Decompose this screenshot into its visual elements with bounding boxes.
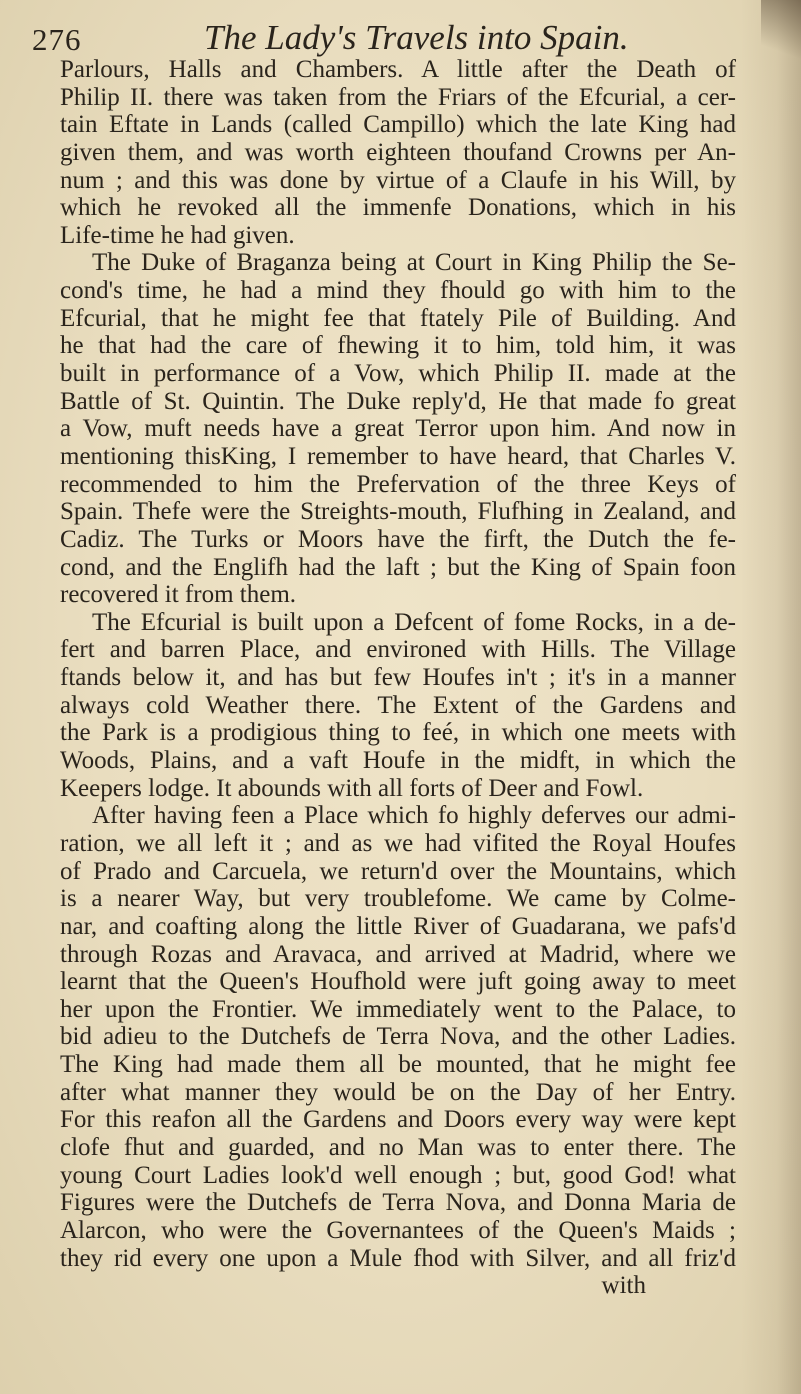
- text-line: Cadiz. The Turks or Moors have the firft, the Dutch the fe-: [60, 525, 736, 553]
- text-line: Philip II. there was taken from the Friars of the Efcurial, a cer-: [60, 83, 736, 111]
- text-line: bid adieu to the Dutchefs de Terra Nova, and the other Ladies.: [60, 1023, 736, 1051]
- text-line: Spain. Thefe were the Streights-mouth, Flufhing in Zealand, and: [60, 498, 736, 526]
- text-line: Life-time he had given.: [60, 221, 295, 249]
- text-line: The Efcurial is built upon a Defcent of fome Rocks, in a de-: [92, 608, 736, 636]
- text-line: Woods, Plains, and a vaft Houfe in the midft, in which the: [60, 747, 736, 775]
- page-edge-shadow: [741, 0, 801, 1394]
- text-line: is a nearer Way, but very troublefome. We came by Colme-: [60, 885, 736, 913]
- text-line: a Vow, muft needs have a great Terror upon him. And now in: [60, 415, 736, 443]
- text-line: of Prado and Carcuela, we return'd over the Mountains, which: [60, 857, 736, 885]
- text-line: fert and barren Place, and environed with Hills. The Village: [60, 636, 736, 664]
- text-line: mentioning thisKing, I remember to have heard, that Charles V.: [60, 442, 736, 470]
- text-line: ftands below it, and has but few Houfes in't ; it's in a manner: [60, 664, 736, 692]
- text-line: after what manner they would be on the Day of her Entry.: [60, 1078, 736, 1106]
- text-line: Efcurial, that he might fee that ftately Pile of Building. And: [60, 304, 736, 332]
- text-line: which he revoked all the immenfe Donations, which in his: [60, 194, 736, 222]
- text-line: Alarcon, who were the Governantees of the Queen's Maids ;: [60, 1216, 736, 1244]
- catchword: with: [601, 1272, 646, 1300]
- text-line: cond's time, he had a mind they fhould go with him to the: [60, 277, 736, 305]
- running-title: The Lady's Travels into Spain.: [204, 18, 629, 57]
- text-line: num ; and this was done by virtue of a Claufe in his Will, by: [60, 166, 736, 194]
- text-line: always cold Weather there. The Extent of the Gardens and: [60, 691, 736, 719]
- text-line: recovered it from them.: [60, 581, 297, 609]
- text-line: built in performance of a Vow, which Philip II. made at the: [60, 360, 736, 388]
- text-line: ration, we all left it ; and as we had vifited the Royal Houfes: [60, 829, 736, 857]
- text-line: For this reafon all the Gardens and Doors every way were kept: [60, 1106, 736, 1134]
- text-line: he that had the care of fhewing it to him, told him, it was: [60, 332, 736, 360]
- body-text: [60, 56, 736, 1300]
- text-line: Parlours, Halls and Chambers. A little after the Death of: [60, 56, 736, 83]
- text-line: they rid every one upon a Mule fhod with Silver, and all friz'd: [60, 1244, 736, 1272]
- text-line: given them, and was worth eighteen thoufand Crowns per An-: [60, 138, 736, 166]
- text-line: cond, and the Englifh had the laft ; but the King of Spain foon: [60, 553, 736, 581]
- text-line: Keepers lodge. It abounds with all forts of Deer and Fowl.: [60, 774, 644, 802]
- text-line: learnt that the Queen's Houfhold were juft going away to meet: [60, 968, 736, 996]
- text-line: the Park is a prodigious thing to feé, in which one meets with: [60, 719, 736, 747]
- text-line: through Rozas and Aravaca, and arrived at Madrid, where we: [60, 940, 736, 968]
- text-line: tain Eftate in Lands (called Campillo) which the late King had: [60, 111, 736, 139]
- text-line: After having feen a Place which fo highly deferves our admi-: [92, 802, 736, 830]
- text-line: recommended to him the Prefervation of the three Keys of: [60, 470, 736, 498]
- text-line: Battle of St. Quintin. The Duke reply'd, He that made fo great: [60, 387, 736, 415]
- text-line: The King had made them all be mounted, that he might fee: [60, 1051, 736, 1079]
- text-line: Figures were the Dutchefs de Terra Nova, and Donna Maria de: [60, 1189, 736, 1217]
- text-line: The Duke of Braganza being at Court in King Philip the Se-: [92, 249, 736, 277]
- text-line: nar, and coafting along the little River of Guadarana, we pafs'd: [60, 912, 736, 940]
- text-line: clofe fhut and guarded, and no Man was to enter there. The: [60, 1133, 736, 1161]
- text-line: young Court Ladies look'd well enough ; but, good God! what: [60, 1161, 736, 1189]
- page-number: 276: [32, 22, 82, 57]
- text-line: her upon the Frontier. We immediately went to the Palace, to: [60, 995, 736, 1023]
